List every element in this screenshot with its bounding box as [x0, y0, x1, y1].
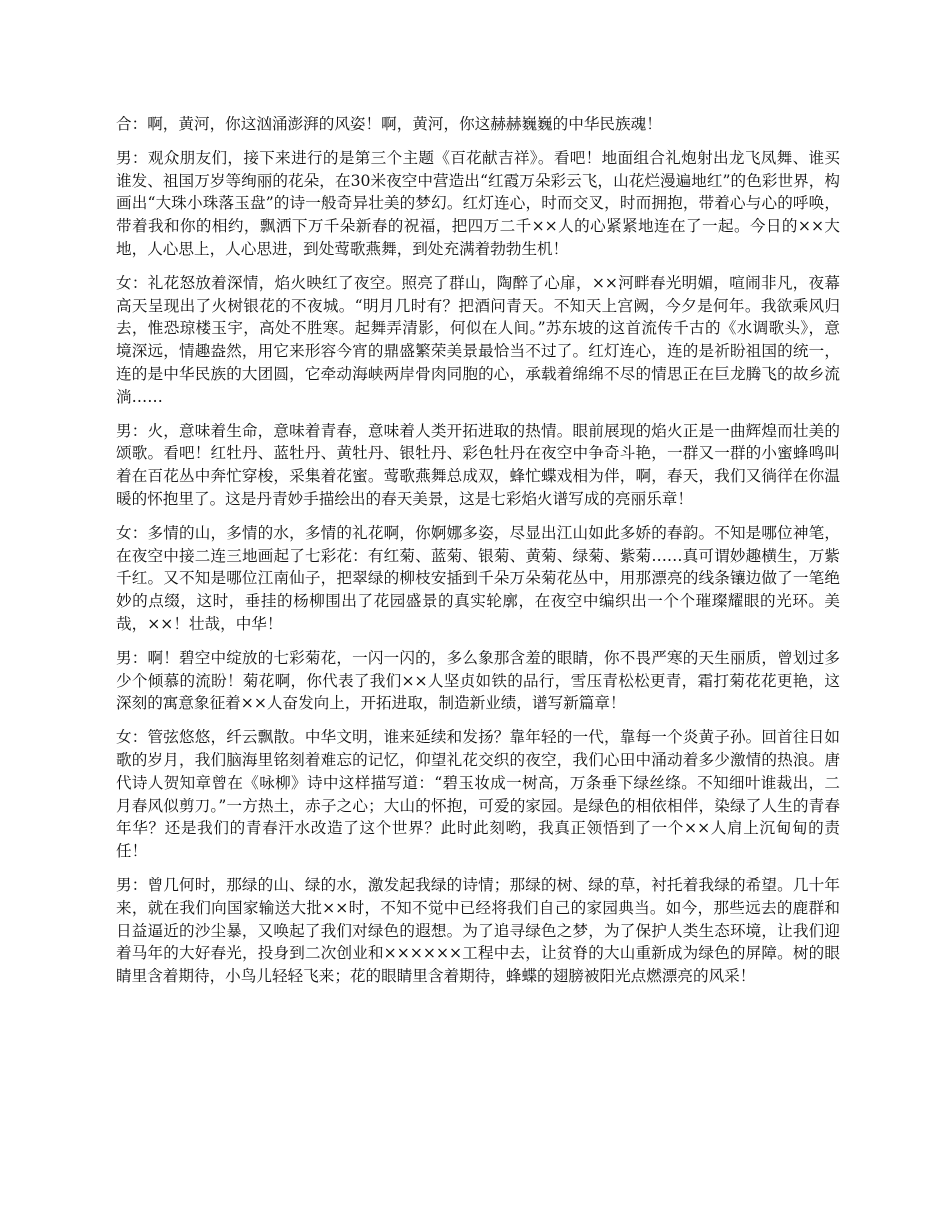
paragraph-female-chinese-civilization: 女：管弦悠悠，纤云飘散。中华文明，谁来延续和发扬？靠年轻的一代，靠每一个炎黄子孙。回首往日如歌的岁月，我们脑海里铭刻着难忘的记忆，仰望礼花交织的夜空，我们心田中涌动着多少激情的热浪。唐代诗人贺知章曾在《咏柳》诗中这样描写道：“碧玉妆成一树高，万条垂下绿丝绦。不知细叶谁裁出，二月春风似剪刀。”一方热土，赤子之心；大山的怀抱，可爱的家园。是绿色的相依相伴，染绿了人生的青春年华？还是我们的青春汗水改造了这个世界？此时此刻哟，我真正领悟到了一个××人肩上沉甸甸的责任！	[116, 728, 840, 861]
paragraph-male-seven-color-chrysanthemum: 男：啊！碧空中绽放的七彩菊花，一闪一闪的，多么象那含羞的眼睛，你不畏严寒的天生丽质，曾划过多少个倾慕的流盼！菊花啊，你代表了我们××人坚贞如铁的品行，雪压青松松更青，霜打菊花花更艳，这深刻的寓意象征着××人奋发向上，开拓进取，制造新业绩，谱写新篇章！	[116, 648, 840, 713]
paragraph-male-green-dream: 男：曾几何时，那绿的山、绿的水，激发起我绿的诗情；那绿的树、绿的草，衬托着我绿的希望。几十年来，就在我们向国家输送大批××时，不知不觉中已经将我们自己的家园典当。如今，那些远去的鹿群和日益逼近的沙尘暴，又唤起了我们对绿色的遐想。为了追寻绿色之梦，为了保护人类生态环境，让我们迎着马年的大好春光，投身到二次创业和××××××工程中去，让贫脊的大山重新成为绿色的屏障。树的眼睛里含着期待，小鸟儿轻轻飞来；花的眼睛里含着期待，蜂蝶的翅膀被阳光点燃漂亮的风采！	[116, 875, 840, 986]
paragraph-female-chrysanthemums: 女：多情的山，多情的水，多情的礼花啊，你婀娜多姿，尽显出江山如此多娇的春韵。不知是哪位神笔，在夜空中接二连三地画起了七彩花：有红菊、蓝菊、银菊、黄菊、绿菊、紫菊……真可谓妙趣横生，万紫千红。又不知是哪位江南仙子，把翠绿的柳枝安插到千朵万朵菊花丛中，用那漂亮的线条镶边做了一笔绝妙的点缀，这时，垂挂的杨柳围出了花园盛景的真实轮廓，在夜空中编织出一个个璀璨耀眼的光环。美哉，××！壮哉，中华！	[116, 523, 840, 633]
document-body	[116, 113, 840, 999]
paragraph-male-hundred-flowers: 男：观众朋友们，接下来进行的是第三个主题《百花献吉祥》。看吧！地面组合礼炮射出龙飞凤舞、谁买谁发、祖国万岁等绚丽的花朵，在30米夜空中营造出“红霞万朵彩云飞，山花烂漫遍地红”的色彩世界，构画出“大珠小珠落玉盘”的诗一般奇异壮美的梦幻。红灯连心，时而交叉，时而拥抱，带着心与心的呼唤，带着我和你的相约，飘洒下万千朵新春的祝福，把四万二千××人的心紧紧地连在了一起。今日的××大地，人心思上，人心思进，到处莺歌燕舞，到处充满着勃勃生机！	[116, 148, 840, 258]
paragraph-female-fireworks-night: 女：礼花怒放着深情，焰火映红了夜空。照亮了群山，陶醉了心扉，××河畔春光明媚，喧闹非凡，夜幕高天呈现出了火树银花的不夜城。“明月几时有？把酒问青天。不知天上宫阙，今夕是何年。我欲乘风归去，惟恐琼楼玉宇，高处不胜寒。起舞弄清影，何似在人间。”苏东坡的这首流传千古的《水调歌头》，意境深远，情趣盎然，用它来形容今宵的鼎盛繁荣美景最恰当不过了。红灯连心，连的是祈盼祖国的统一，连的是中华民族的大团圆，它牵动海峡两岸骨肉同胞的心，承载着绵绵不尽的情思正在巨龙腾飞的故乡流淌……	[116, 273, 840, 406]
paragraph-chorus-yellow-river: 合：啊，黄河，你这汹涌澎湃的风姿！啊，黄河，你这赫赫巍巍的中华民族魂！	[116, 115, 662, 133]
paragraph-male-fire-peonies: 男：火，意味着生命，意味着青春，意味着人类开拓进取的热情。眼前展现的焰火正是一曲辉煌而壮美的颂歌。看吧！红牡丹、蓝牡丹、黄牡丹、银牡丹、彩色牡丹在夜空中争奇斗艳，一群又一群的小蜜蜂鸣叫着在百花丛中奔忙穿梭，采集着花蜜。莺歌燕舞总成双，蜂忙蝶戏相为伴，啊，春天，我们又徜徉在你温暖的怀抱里了。这是丹青妙手描绘出的春天美景，这是七彩焰火谱写成的亮丽乐章！	[116, 421, 840, 508]
